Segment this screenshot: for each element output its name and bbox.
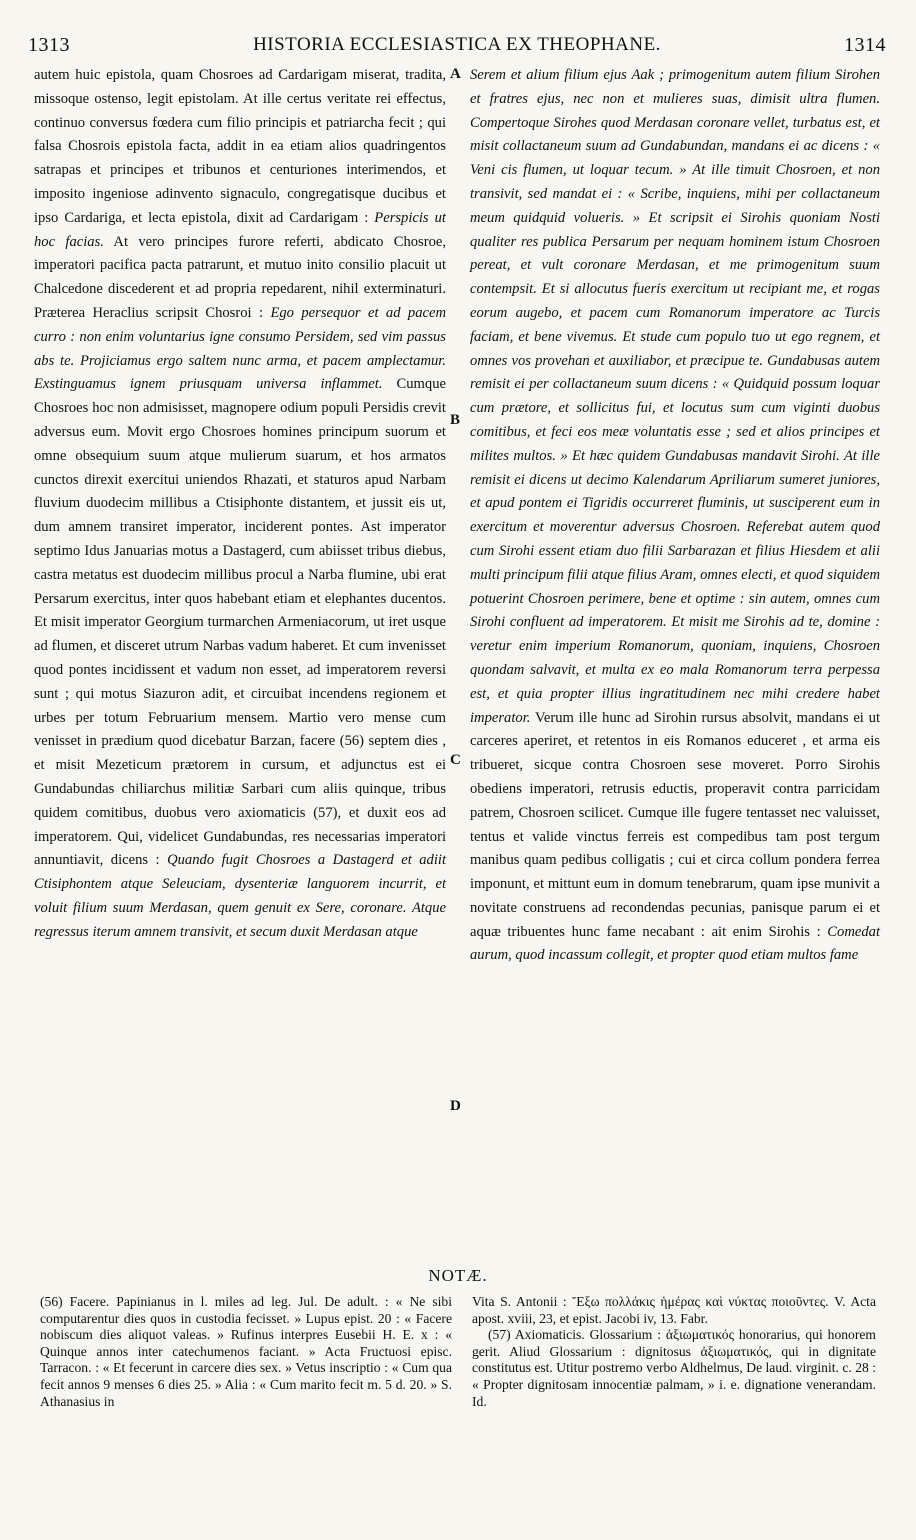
- note-57: (57) Axiomaticis. Glossarium : ἀξιωματικός honorarius, qui honorem gerit. Aliud Glossarium : dignitosus ἀξιωματικός, qui in dignitate constitutus est. Utitur postremo verbo Aldhelmus, De laud. virginit. c. 28 : « Propter dignitosam innocentiæ palmam, » i. e. dignatione venerandam. Id.: [472, 1327, 876, 1409]
- running-title: HISTORIA ECCLESIASTICA EX THEOPHANE.: [253, 34, 661, 55]
- running-header: [28, 34, 886, 62]
- margin-marker-c: C: [450, 752, 461, 768]
- left-italic-1: Perspicis ut hoc facias.: [34, 209, 446, 250]
- left-italic-3: Quando fugit Chosroes a Dastagerd et adiit Ctisiphontem atque Seleuciam, dysenteriæ languorem incurrit, et voluit filium suum Merdasan, quem genuit ex Sere, coronare. Atque regressus iterum amnem transivit, et secum duxit Merdasan atque: [34, 852, 446, 940]
- margin-marker-a: A: [450, 66, 461, 82]
- page-number-right: 1314: [844, 34, 886, 56]
- margin-marker-d: D: [450, 1098, 461, 1114]
- margin-marker-b: B: [450, 412, 461, 428]
- right-paragraph: [470, 64, 880, 968]
- left-text-2: At vero principes furore referti, abdicato Chosroe, imperatori pacifica pacta patrarunt, et mutuo inito consilio placuit ut Chalcedone discederent et ad propria repedarent, nihil exterminaturi. Præterea Heraclius scripsit Chosroi :: [34, 233, 447, 321]
- notes-heading: NOTÆ.: [428, 1266, 488, 1285]
- note-56: (56) Facere. Papinianus in l. miles ad leg. Jul. De adult. : « Ne sibi computarentur dies quos in custodia fecisset. » Lupus epist. 20 : « Facere nobiscum dies aliquot valeas. » Rufinus interpres Eusebii H. E. x : « Quinque annos inter catechumenos faciant. » Acta Fructuosi episc. Tarracon. : « Et fecerunt in carcere dies sex. » Vetus inscriptio : « Cum qua fecit annos 9 menses 6 dies 25. » Alia : « Cum marito fecit m. 5 d. 20. » S. Athanasius in: [40, 1294, 452, 1409]
- left-paragraph: [34, 64, 446, 944]
- page-number-left: 1313: [28, 34, 70, 56]
- right-italic-1: Serem et alium filium ejus Aak ; primogenitum autem filium Sirohen et fratres ejus, nec non et mulieres suas, dimisit ultra flumen. Compertoque Sirohes quod Merdasan coronare vellet, turbatus est, et misit collactaneum suum ad Gundabundan, mandans ei ac dicens : « Veni cis flumen, ut loquar tecum. » At ille timuit Chosroen, et non transivit, sed mandat ei : « Scribe, inquiens, mihi per collactaneum meum quidquid volueris. » Et scripsit ei Sirohis quoniam Nosti qualiter res publica Persarum per nequam hominem istum Chosroen pereat, et vult coronare Merdasan, et me primogenitum suum contempsit. Et si allocutus fueris exercitum ut recipiant me, et rogas eorum augebo, et pacem cum Romanorum imperatore ac Turcis faciam, et bene vivemus. Et stude cum populo tuo ut ego regnem, et omnes vos provehan et auxiliabor, et præcipue te. Gundabusas autem remisit ei per collactaneum suum dicens : « Quidquid possum loquar cum prætore, et sollicitus fui, et locutus sum cum viginti duobus comitibus, et feci eos meæ voluntatis esse ; sed et alios principes et milites multos. » Et hæc quidem Gundabusas mandavit Sirohi. At ille remisit ei dicens ut decimo Kalendarum Apriliarum sumeret juniores, et apud pontem ei Tigridis occurreret fluminis, ut susciperent eum in exercitum et moverentur adversus Chosroen. Referebat autem quod cum Sirohi essent etiam duo filii Sarbarazan et filius Hiesdem et alii multi principum filii atque filius Aram, omnes electi, et quod siquidem potuerint Chosroen perimere, bene et optime : sin autem, omnes cum Sirohi confluent ad imperatorem. Et misit me Sirohis ad te, domine : veretur enim imperium Romanorum, quoniam, inquiens, Chosroen quondam salvavit, et multa ex eo mala Romanorum terra perpessa est, et quia propter illius ingratitudinem nec mihi credere habet imperator.: [470, 67, 880, 726]
- left-column: [34, 64, 447, 940]
- right-text-2: Verum ille hunc ad Sirohin rursus absolvit, mandans ei ut carceres aperiret, et retentos in eis Romanos educeret , et arma eis tribueret, sicque contra Chosroen sese moveret. Porro Sirohis obediens imperatori, retrusis eductis, properavit contra parricidam patrem, Chosroen scilicet. Cumque ille fugere tentasset nec valuisset, tentus et valide vinctus ferreis est compedibus tam post tergum manibus quam pedibus colligatis ; cui et circa collum pondera ferrea imponunt, et mittunt eum in domum tenebrarum, quam ipse munivit a novitate construens ad recondendas pecunias, panisque parum ei et aquæ tribuentes hunc fame necabant : ait enim Sirohis :: [470, 709, 880, 940]
- left-text-1: autem huic epistola, quam Chosroes ad Cardarigam miserat, tradita, missoque ostenso, legit epistolam. At ille certus veritate rei effectus, continuo conversus fœdera cum filio principis et patriarcha fecit ; qui falsa Chosrois epistola facta, addit in ea etiam alios quadringentos satrapas et principes et tribunos et centuriones interimendos, et imposito ingeniose adinvento signaculo, congregatisque ducibus et ipso Cardariga, et lecta epistola, dixit ad Cardarigam :: [34, 67, 446, 226]
- left-italic-2: Ego persequor et ad pacem curro : non enim voluntarius igne consumo Persidem, sed vim passus abs te. Projiciamus ergo saltem nunc arma, et pacem amplectamur. Exstinguamus ignem priusquam universa inflammet.: [34, 304, 447, 393]
- left-text-3: Cumque Chosroes hoc non admisisset, magnopere odium populi Persidis crevit adversus eum. Movit ergo Chosroes homines principum suorum et omne obsequium suum atque mulierum suarum, et hos armatos cunctos direxit exercitui uniendos Rhazati, et staturos apud Narbam fluvium duodecim millibus a Ctisiphonte distantem, et jussit eis ut, dum amnem transiret imperator, inciderent pontes. Ast imperator septimo Idus Januarias motus a Dastagerd, cum abiisset tribus diebus, castra metatus est duodecim millibus procul a Narba flumine, ubi erat Persarum exercitus, inter quos habebant etiam et elephantes ducentos. Et misit imperator Georgium turmarchen Armeniacorum, ut iret usque ad flumen, et disceret utrum Narbas vadum haberet. Et cum invenisset quod pontes incidissent et vadum non esset, ad imperatorem reversi sunt ; qui motus Siazuron adit, et circuibat incendens regionem et urbes per totum Februarium mensem. Martio vero mense cum venisset in prædium quod dicebatur Barzan, facere (56) septem dies , et misit Mezeticum prætorem in cursum, et adjunctus est ei Gundabundas chiliarchus militiæ Sarbari cum aliis quinque, tribus quidem comitibus, duobus vero axiomaticis (57), et duxit eos ad imperatorem. Qui, videlicet Gundabundas, res necessarias imperatori annuntiavit, dicens :: [34, 376, 446, 869]
- note-56-continued: Vita S. Antonii : Ἔξω πολλάκις ἡμέρας καὶ νύκτας ποιοῦντες. V. Acta apost. xviii, 23, et epist. Jacobi iv, 13. Fabr.: [472, 1294, 876, 1326]
- notes-left-column: [40, 1294, 452, 1410]
- notes-right-column: [472, 1294, 876, 1410]
- right-italic-2: Comedat aurum, quod incassum collegit, et propter quod etiam multos fame: [470, 923, 880, 964]
- right-column: [470, 64, 880, 964]
